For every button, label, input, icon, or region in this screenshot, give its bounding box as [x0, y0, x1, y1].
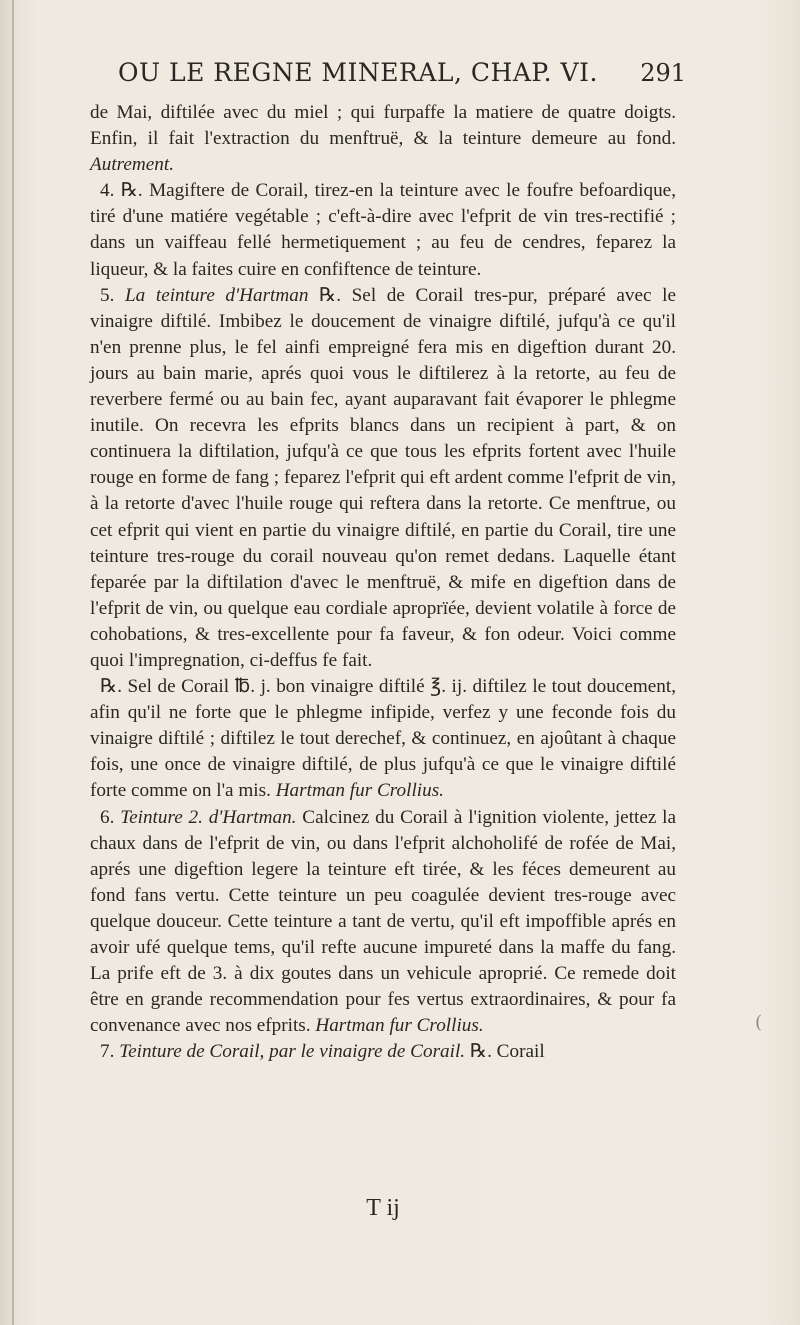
paragraph-6-text: ℞. Corail — [469, 1041, 545, 1063]
paragraph-5-text: Calcinez du Corail à l'ignition violente, jettez la chaux dans de l'efprit de vin, ou dans l'efprit alchoholifé de rofée de Mai, aprés une digeftion legere la teinture eft tirée, & les féces demeurent au fond fans vertu. Cette teinture un peu coagulée devient tres-rouge avec quelque douceur. Cette teinture a tant de vertu, qu'il eft impoffible aprés en avoir ufé quelque tems, qu'il refte aucune impureté dans la maffe du fang. La prife eft de 3. à dix goutes dans un vehicule aproprié. Ce remede doit être en grande recommendation pour fes vertus extraordinaires, & pour fa convenance avec nos efprits. — [90, 806, 677, 1037]
paragraph-3-italic: La teinture d'Hartman — [125, 284, 309, 306]
paragraph-2-text: 4. ℞. Magiftere de Corail, tirez-en la teinture avec le foufre befoardique, tiré d'une matiére vegétable ; c'eft-à-dire avec l'efprit de vin tres-rectifié ; dans un vaiffeau fellé hermetiquement ; au feu de cendres, feparez la liqueur, & la faites cuire en confiftence de teinture. — [90, 180, 676, 280]
paragraph-3-prefix: 5. — [100, 284, 115, 306]
paragraph-1-italic: Autrement. — [90, 154, 175, 176]
page-number: 291 — [640, 59, 686, 87]
paragraph-2 — [90, 178, 676, 282]
paragraph-5-prefix: 6. — [100, 806, 115, 828]
paragraph-3 — [90, 283, 676, 674]
paragraph-4 — [90, 674, 676, 804]
margin-mark: ( — [755, 1012, 763, 1033]
paragraph-6-prefix: 7. — [100, 1041, 115, 1063]
paragraph-3-text: ℞. Sel de Corail tres-pur, préparé avec le vinaigre diftilé. Imbibez le doucement de vinaigre diftilé, jufqu'à ce qu'il n'en prenne plus, le fel ainfi empreigné fera mis en digeftion durant 20. jours au bain marie, aprés quoi vous le diftilerez à la retorte, au feu de reverbere fermé ou au bain fec, ayant auparavant fait évaporer le phlegme inutile. On recevra les efprits blancs dans un recipient à part, & on continuera la diftilation, jufqu'à ce que tous les efprits fortent avec l'huile rouge en forme de fang ; feparez l'efprit qui eft ardent comme l'efprit de vin, à la retorte d'avec l'huile rouge qui reftera dans la retorte. Ce menftrue, ou cet efprit qui vient en partie du vinaigre diftilé, en partie du Corail, tire une teinture tres-rouge du corail nouveau qu'on remet dedans. Laquelle étant feparée par la diftilation d'avec le menftruë, & mife en digeftion dans de l'efprit de vin, ou quelque eau cordiale aproprïée, devient volatile à force de cohobations, & tres-excellente pour fa faveur, & fon odeur. Voici comme quoi l'impregnation, ci-deffus fe fait. — [90, 284, 677, 671]
paragraph-6-italic: Teinture de Corail, par le vinaigre de Corail. — [119, 1041, 466, 1063]
page-header — [118, 58, 686, 98]
paragraph-5-italic: Teinture 2. d'Hartman. — [120, 806, 297, 828]
paragraph-6 — [90, 1039, 676, 1065]
paragraph-4-text: ℞. Sel de Corail ℔. j. bon vinaigre diftilé ℥. ij. diftilez le tout doucement, afin qu'il ne forte que le phlegme infipide, verfez y une feconde fois du vinaigre diftilé ; diftilez le tout derechef, & continuez, en ajoûtant à chaque fois, une once de vinaigre diftilé, de plus jufqu'à ce que le vinaigre diftilé forte comme on l'a mis. — [90, 676, 676, 802]
paragraph-5-suffix-italic: Hartman fur Crollius. — [315, 1015, 484, 1037]
signature-mark: T ij — [366, 1195, 400, 1221]
paragraph-4-italic: Hartman fur Crollius. — [275, 780, 444, 802]
gutter-line — [12, 0, 14, 1325]
running-head: OU LE REGNE MINERAL, CHAP. VI. — [118, 58, 598, 87]
paragraph-1 — [90, 100, 676, 178]
paragraph-1-text: de Mai, diftilée avec du miel ; qui furpaffe la matiere de quatre doigts. Enfin, il fait l'extraction du menftruë, & la teinture demeure au fond. — [90, 102, 676, 150]
paragraph-5 — [90, 805, 676, 1040]
body-text — [90, 100, 676, 1065]
